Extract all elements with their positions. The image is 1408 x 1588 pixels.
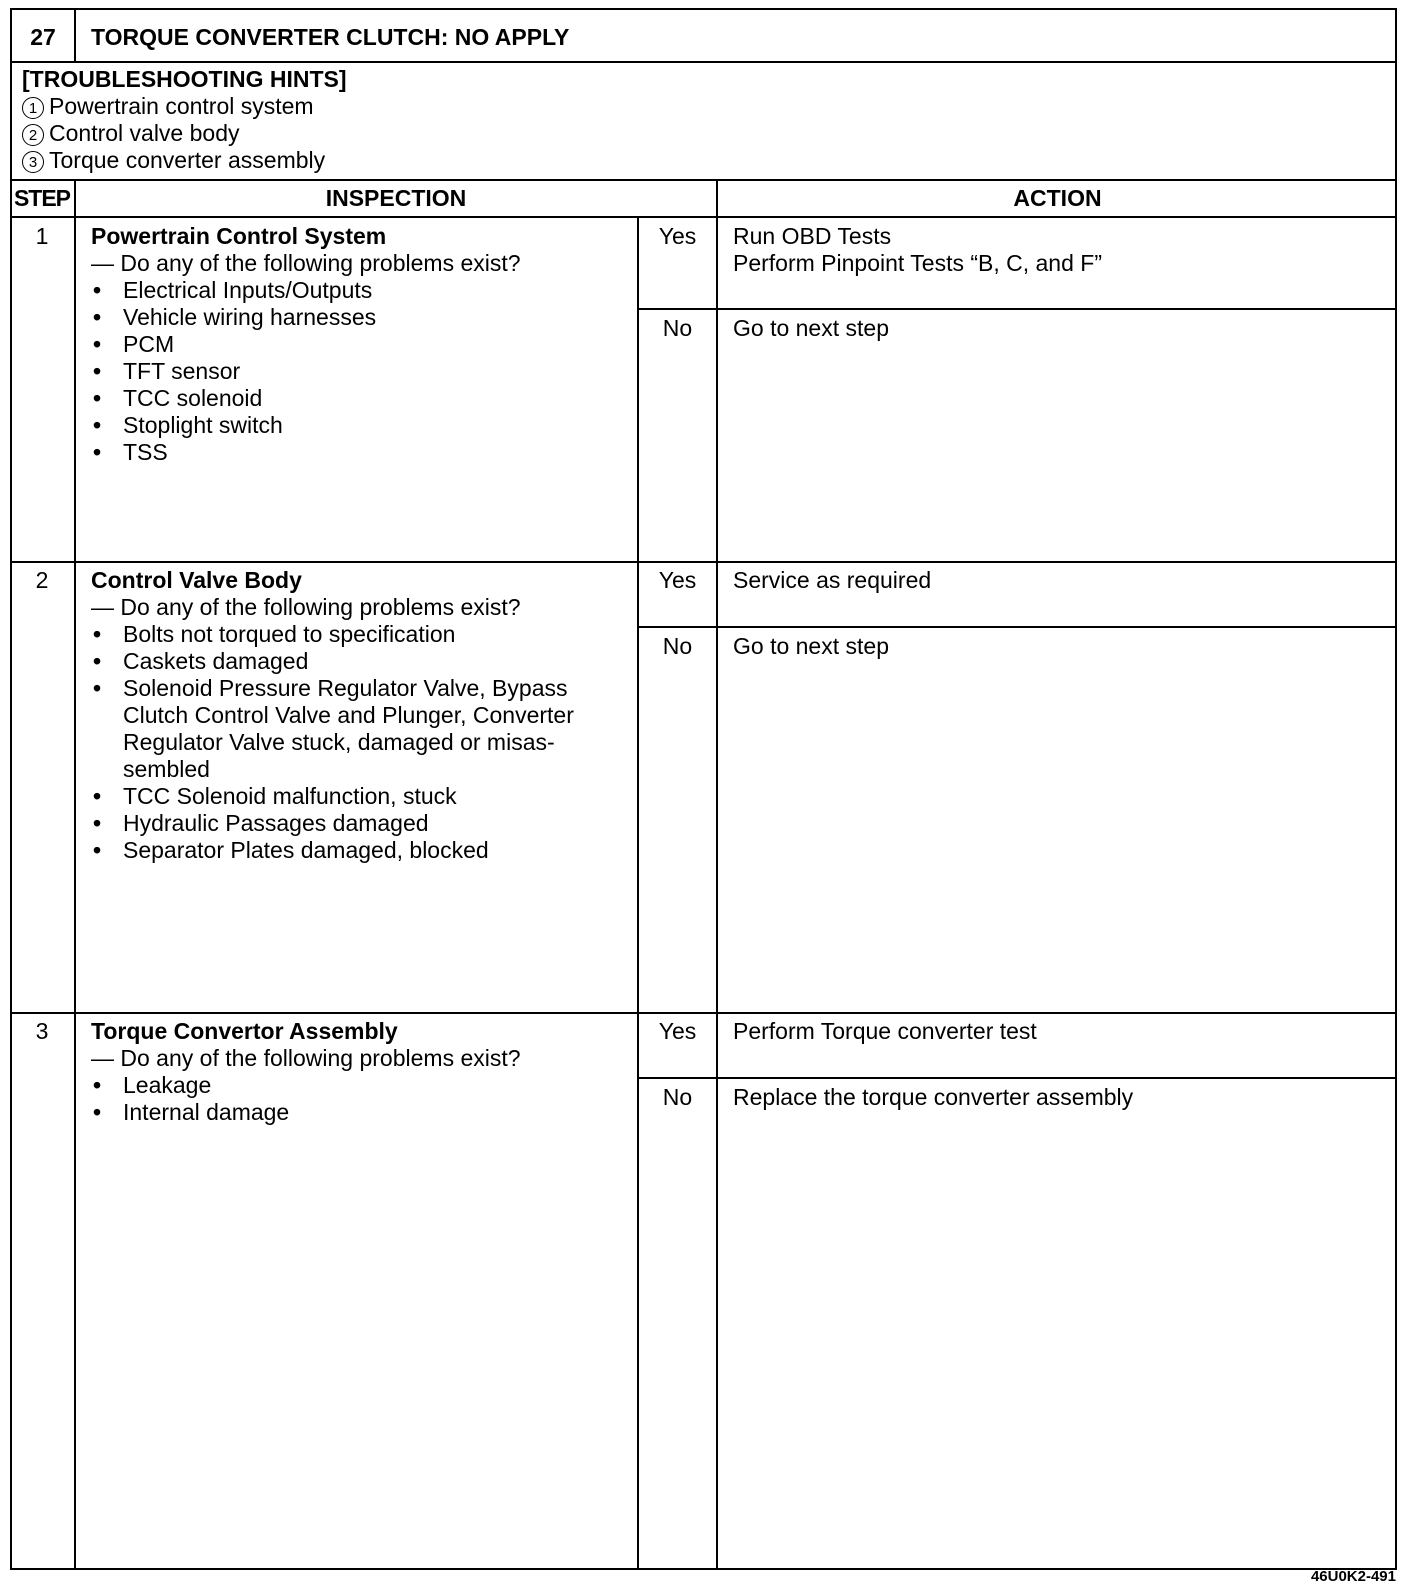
column-action: ACTION	[1013, 185, 1102, 211]
step-title: Torque Convertor Assembly	[91, 1018, 398, 1044]
no-action: Go to next step	[733, 315, 889, 341]
no-label: No	[662, 1084, 693, 1110]
step-checklist	[91, 621, 615, 864]
no-label: No	[662, 633, 693, 659]
figure-code: 46U0K2-491	[1310, 1568, 1396, 1585]
yes-label: Yes	[658, 223, 697, 249]
chart-number: 27	[30, 24, 56, 50]
step-column-divider	[74, 180, 76, 1569]
header-rule	[10, 61, 1397, 63]
list-item: • Vehicle wiring harnesses	[91, 304, 631, 331]
hint-item: 3 Torque converter assembly	[22, 147, 325, 174]
list-item: • Hydraulic Passages damaged	[91, 810, 615, 837]
no-action: Go to next step	[733, 633, 889, 659]
list-item: • PCM	[91, 331, 631, 358]
step-question: — Do any of the following problems exist?	[91, 1045, 521, 1071]
list-item: • TCC solenoid	[91, 385, 631, 412]
list-item: • Caskets damaged	[91, 648, 615, 675]
hints-heading: [TROUBLESHOOTING HINTS]	[22, 66, 347, 92]
yes-label: Yes	[658, 1018, 697, 1044]
yes-action: Perform Pinpoint Tests “B, C, and F”	[733, 250, 1102, 276]
action-column-divider	[716, 180, 718, 1569]
list-item: • TFT sensor	[91, 358, 631, 385]
hint-item: 2 Control valve body	[22, 120, 240, 147]
step-checklist	[91, 1072, 631, 1126]
chart-title: TORQUE CONVERTER CLUTCH: NO APPLY	[91, 24, 570, 50]
yes-no-column-divider	[637, 217, 639, 1569]
yes-no-rule	[638, 308, 1397, 310]
list-item: • Separator Plates damaged, blocked	[91, 837, 615, 864]
list-item: • TSS	[91, 439, 631, 466]
list-item: • TCC Solenoid malfunction, stuck	[91, 783, 615, 810]
yes-label: Yes	[658, 567, 697, 593]
step-question: — Do any of the following problems exist?	[91, 250, 521, 276]
list-item: • Internal damage	[91, 1099, 631, 1126]
step-question: — Do any of the following problems exist?	[91, 594, 521, 620]
list-item: • Leakage	[91, 1072, 631, 1099]
list-item: • Solenoid Pressure Regulator Valve, Bypass Clutch Control Valve and Plunger, Converter Regulator Valve stuck, damaged or misas-sembled	[91, 675, 615, 783]
list-item: • Bolts not torqued to specification	[91, 621, 615, 648]
yes-no-rule	[638, 1077, 1397, 1079]
hints-rule	[10, 179, 1397, 181]
no-label: No	[662, 315, 693, 341]
yes-action: Service as required	[733, 567, 932, 593]
list-item: • Stoplight switch	[91, 412, 631, 439]
step-checklist	[91, 277, 631, 466]
step-title: Control Valve Body	[91, 567, 302, 593]
hint-number: 1	[22, 97, 44, 119]
yes-no-rule	[638, 626, 1397, 628]
step-title: Powertrain Control System	[91, 223, 387, 249]
step-rule	[10, 1012, 1397, 1014]
step-number: 2	[35, 567, 49, 593]
yes-action: Perform Torque converter test	[733, 1018, 1037, 1044]
column-heading-rule	[10, 216, 1397, 218]
hint-item: 1 Powertrain control system	[22, 93, 314, 120]
header-divider	[74, 9, 76, 61]
column-step: STEP	[13, 185, 71, 211]
yes-action: Run OBD Tests	[733, 223, 892, 249]
step-number: 3	[35, 1018, 49, 1044]
step-rule	[10, 561, 1397, 563]
list-item: • Electrical Inputs/Outputs	[91, 277, 631, 304]
no-action: Replace the torque converter assembly	[733, 1084, 1134, 1110]
step-number: 1	[35, 223, 49, 249]
hint-number: 2	[22, 124, 44, 146]
column-inspection: INSPECTION	[325, 185, 467, 211]
hint-number: 3	[22, 151, 44, 173]
